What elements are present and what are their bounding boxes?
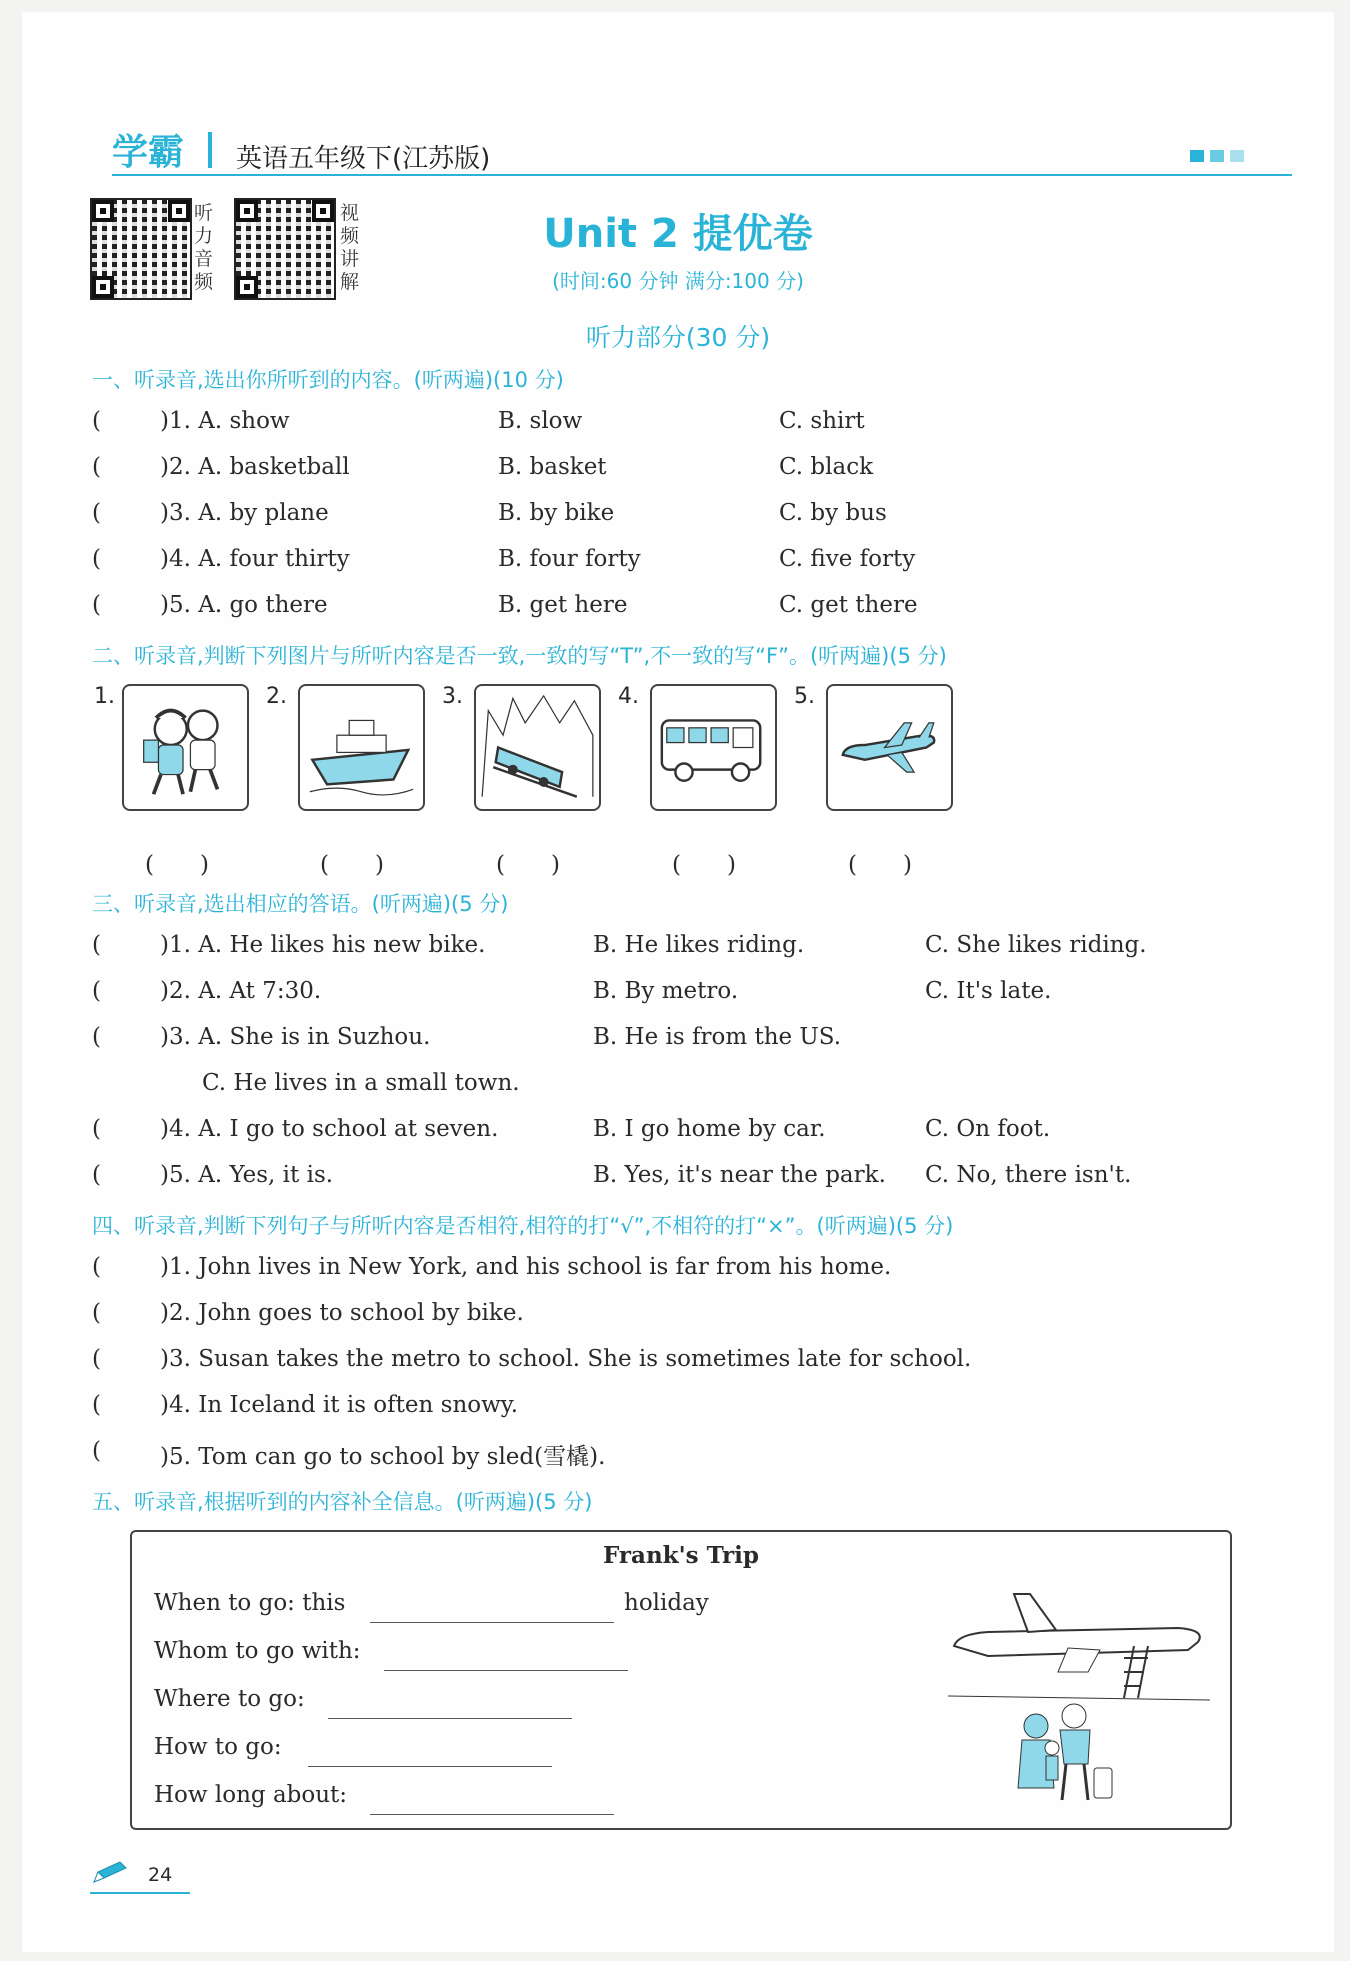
fill-blank[interactable] — [370, 1622, 614, 1623]
picture-number: 2. — [266, 684, 287, 709]
option-c: C. shirt — [779, 408, 865, 434]
statement: )5. Tom can go to school by sled(雪橇). — [160, 1444, 606, 1470]
field-suffix: holiday — [624, 1590, 709, 1616]
field-label: Where to go: — [154, 1686, 305, 1712]
option-a: )4. A. four thirty — [160, 546, 350, 572]
option-b: B. slow — [498, 408, 583, 434]
answer-paren[interactable]: ( — [92, 1024, 101, 1050]
fill-blank[interactable] — [328, 1718, 572, 1719]
picture-number: 1. — [94, 684, 115, 709]
option-c: C. On foot. — [925, 1116, 1051, 1142]
option-a: )5. A. go there — [160, 592, 328, 618]
answer-paren[interactable]: ( — [92, 1162, 101, 1188]
ship-icon — [298, 684, 425, 811]
option-c: C. It's late. — [925, 978, 1052, 1004]
fill-blank[interactable] — [370, 1814, 614, 1815]
box-title: Frank's Trip — [603, 1542, 759, 1569]
field-label: How to go: — [154, 1734, 282, 1760]
option-a: )3. A. by plane — [160, 500, 329, 526]
train-icon — [474, 684, 601, 811]
section-4-heading: 四、听录音,判断下列句子与所听内容是否相符,相符的打“√”,不相符的打“×”。(听两遍)(5 分) — [92, 1214, 954, 1238]
page-title: Unit 2 提优卷 — [543, 211, 813, 257]
picture-number: 5. — [794, 684, 815, 709]
plane-icon — [826, 684, 953, 811]
brand-logo: 学霸 — [112, 132, 185, 173]
answer-paren[interactable]: ( — [92, 1300, 101, 1326]
option-c: C. get there — [779, 592, 918, 618]
footer-rule — [90, 1892, 190, 1894]
answer-blank[interactable]: ( ) — [496, 852, 560, 878]
option-c: C. He lives in a small town. — [202, 1070, 520, 1096]
bus-icon — [650, 684, 777, 811]
statement: )3. Susan takes the metro to school. She is sometimes late for school. — [160, 1346, 972, 1372]
option-b: B. get here — [498, 592, 628, 618]
answer-blank[interactable]: ( ) — [848, 852, 912, 878]
option-a: )5. A. Yes, it is. — [160, 1162, 334, 1188]
option-c: C. No, there isn't. — [925, 1162, 1132, 1188]
answer-paren[interactable]: ( — [92, 1346, 101, 1372]
section-5-heading: 五、听录音,根据听到的内容补全信息。(听两遍)(5 分) — [92, 1490, 593, 1514]
option-c: C. She likes riding. — [925, 932, 1147, 958]
header-decor-square — [1210, 150, 1224, 162]
statement: )4. In Iceland it is often snowy. — [160, 1392, 519, 1418]
info-box — [130, 1530, 1232, 1830]
statement: )1. John lives in New York, and his school is far from his home. — [160, 1254, 892, 1280]
option-a: )2. A. At 7:30. — [160, 978, 322, 1004]
answer-blank[interactable]: ( ) — [145, 852, 209, 878]
picture-number: 4. — [618, 684, 639, 709]
header-decor-square — [1230, 150, 1244, 162]
answer-paren[interactable]: ( — [92, 1438, 101, 1464]
time-score: (时间:60 分钟 满分:100 分) — [552, 269, 804, 293]
option-a: )4. A. I go to school at seven. — [160, 1116, 499, 1142]
option-c: C. black — [779, 454, 874, 480]
answer-blank[interactable]: ( ) — [672, 852, 736, 878]
option-c: C. by bus — [779, 500, 887, 526]
pencil-icon — [90, 1860, 130, 1886]
answer-paren[interactable]: ( — [92, 500, 101, 526]
book-title: 英语五年级下(江苏版) — [236, 144, 491, 174]
header-rule — [112, 174, 1292, 176]
picture-number: 3. — [442, 684, 463, 709]
option-b: B. By metro. — [593, 978, 739, 1004]
answer-paren[interactable]: ( — [92, 932, 101, 958]
fill-blank[interactable] — [308, 1766, 552, 1767]
section-1-heading: 一、听录音,选出你所听到的内容。(听两遍)(10 分) — [92, 368, 564, 392]
answer-paren[interactable]: ( — [92, 978, 101, 1004]
option-a: )1. A. He likes his new bike. — [160, 932, 486, 958]
airport-family-icon — [948, 1588, 1210, 1810]
option-b: B. by bike — [498, 500, 615, 526]
answer-blank[interactable]: ( ) — [320, 852, 384, 878]
option-b: B. He is from the US. — [593, 1024, 842, 1050]
option-b: B. He likes riding. — [593, 932, 805, 958]
section-2-heading: 二、听录音,判断下列图片与所听内容是否一致,一致的写“T”,不一致的写“F”。(听两遍)(5 分) — [92, 644, 947, 668]
header-decor-square — [1190, 150, 1204, 162]
answer-paren[interactable]: ( — [92, 408, 101, 434]
brand-divider — [208, 132, 212, 168]
option-a: )1. A. show — [160, 408, 290, 434]
worksheet-page — [22, 12, 1334, 1952]
option-b: B. Yes, it's near the park. — [593, 1162, 886, 1188]
field-label: Whom to go with: — [154, 1638, 361, 1664]
option-a: )2. A. basketball — [160, 454, 350, 480]
answer-paren[interactable]: ( — [92, 592, 101, 618]
children-walking-icon — [122, 684, 249, 811]
field-label: How long about: — [154, 1782, 348, 1808]
field-label: When to go: this — [154, 1590, 346, 1616]
qr-label-video: 视频讲解 — [340, 202, 360, 293]
option-a: )3. A. She is in Suzhou. — [160, 1024, 431, 1050]
option-b: B. four forty — [498, 546, 641, 572]
option-b: B. basket — [498, 454, 607, 480]
statement: )2. John goes to school by bike. — [160, 1300, 524, 1326]
section-3-heading: 三、听录音,选出相应的答语。(听两遍)(5 分) — [92, 892, 509, 916]
page-number: 24 — [148, 1864, 173, 1886]
fill-blank[interactable] — [384, 1670, 628, 1671]
answer-paren[interactable]: ( — [92, 546, 101, 572]
option-b: B. I go home by car. — [593, 1116, 826, 1142]
option-c: C. five forty — [779, 546, 916, 572]
answer-paren[interactable]: ( — [92, 454, 101, 480]
answer-paren[interactable]: ( — [92, 1392, 101, 1418]
part-heading: 听力部分(30 分) — [585, 323, 771, 352]
answer-paren[interactable]: ( — [92, 1254, 101, 1280]
qr-label-audio: 听力音频 — [194, 202, 214, 293]
answer-paren[interactable]: ( — [92, 1116, 101, 1142]
